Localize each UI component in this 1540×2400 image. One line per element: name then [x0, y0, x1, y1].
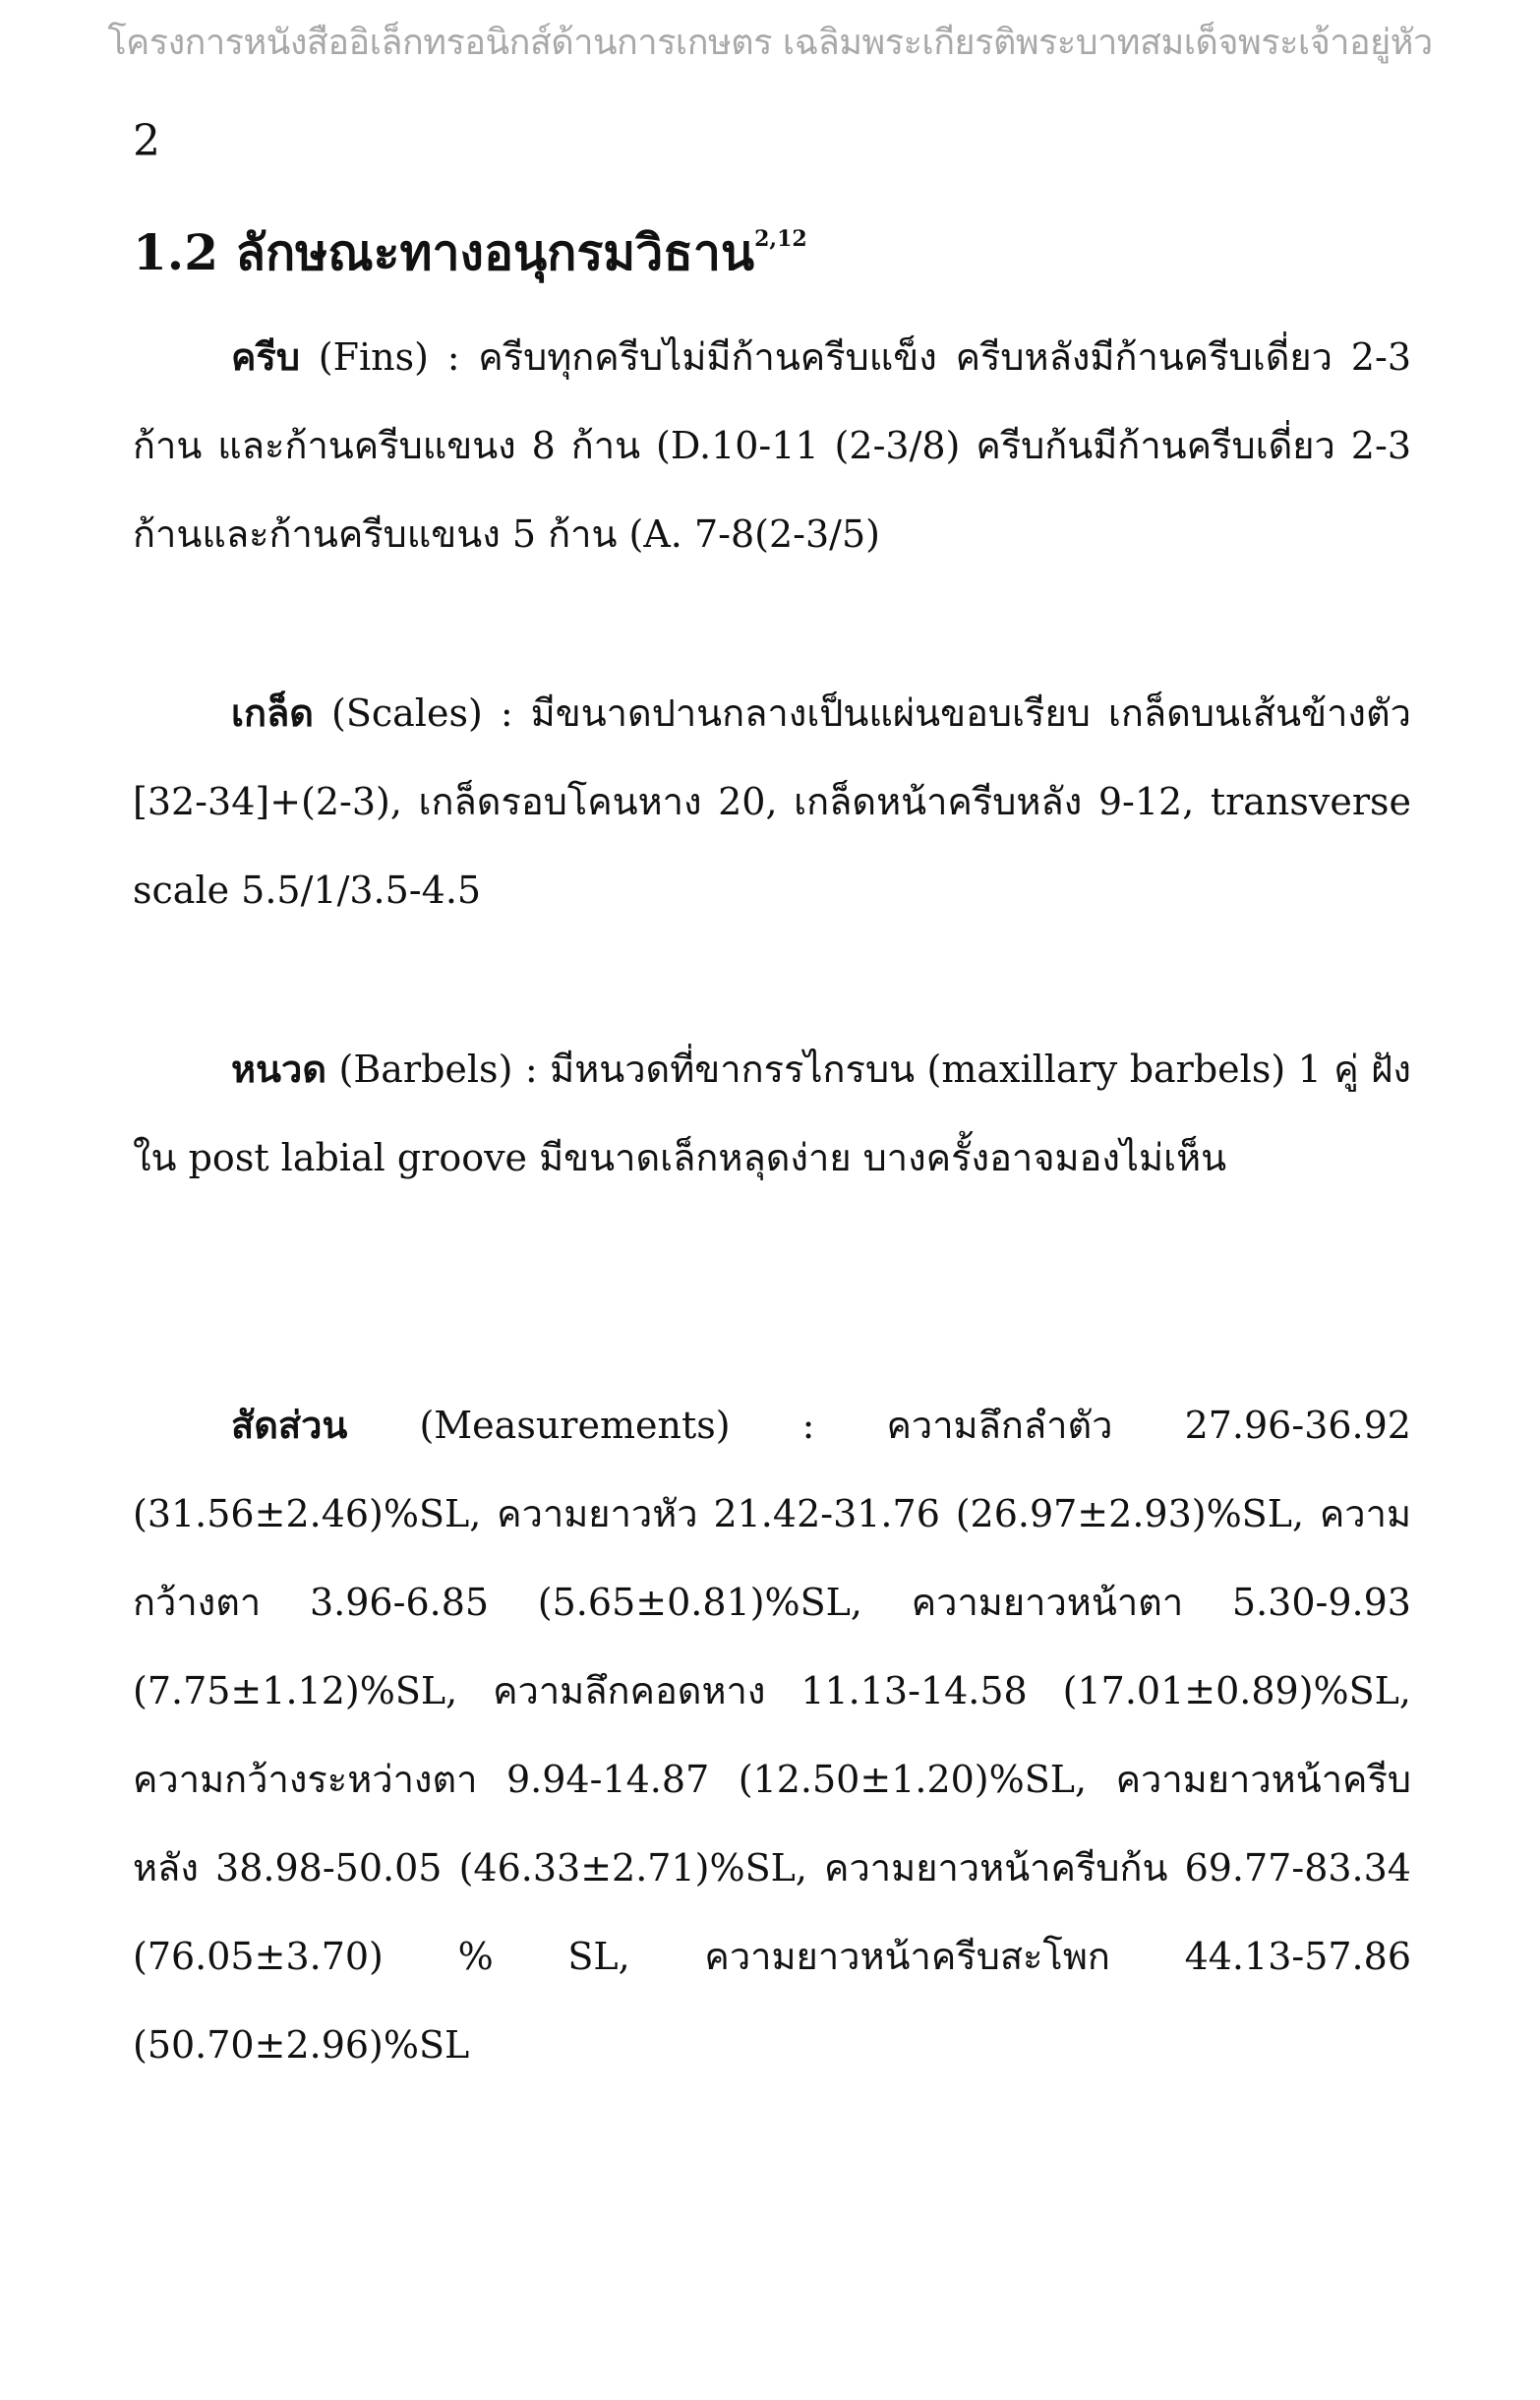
fins-text: (Fins) : ครีบทุกครีบไม่มีก้านครีบแข็ง ครีบหลังมีก้านครีบเดี่ยว 2-3 ก้าน และก้านครีบแขนง 8 ก้าน (D.10-11 (2-3/8) ครีบก้นมีก้านครีบเดี่ยว 2-3 ก้านและก้านครีบแขนง 5 ก้าน (A. 7-8(2-3/5): [133, 335, 1411, 556]
barbels-text: (Barbels) : มีหนวดที่ขากรรไกรบน (maxillary barbels) 1 คู่ ฝังใน post labial groove มีขนาดเล็กหลุดง่าย บางครั้งอาจมองไม่เห็น: [133, 1048, 1411, 1179]
barbels-label: หนวด: [231, 1047, 327, 1091]
paragraph-fins: [133, 313, 1411, 578]
page-number: 2: [133, 116, 160, 166]
paragraph-scales: [133, 669, 1411, 934]
measurements-text: (Measurements) : ความลึกลำตัว 27.96-36.92 (31.56±2.46)%SL, ความยาวหัว 21.42-31.76 (26.97±2.93)%SL, ความกว้างตา 3.96-6.85 (5.65±0.81)%SL, ความยาวหน้าตา 5.30-9.93 (7.75±1.12)%SL, ความลึกคอดหาง 11.13-14.58 (17.01±0.89)%SL, ความกว้างระหว่างตา 9.94-14.87 (12.50±1.20)%SL, ความยาวหน้าครีบหลัง 38.98-50.05 (46.33±2.71)%SL, ความยาวหน้าครีบก้น 69.77-83.34 (76.05±3.70) % SL, ความยาวหน้าครีบสะโพก 44.13-57.86 (50.70±2.96)%SL: [133, 1404, 1411, 2067]
scales-text: (Scales) : มีขนาดปานกลางเป็นแผ่นขอบเรียบ เกล็ดบนเส้นข้างตัว [32-34]+(2-3), เกล็ดรอบโคนหาง 20, เกล็ดหน้าครีบหลัง 9-12, transverse scale 5.5/1/3.5-4.5: [133, 691, 1411, 912]
section-title-references: 2,12: [754, 226, 807, 253]
measurements-label: สัดส่วน: [231, 1403, 348, 1447]
scales-label: เกล็ด: [231, 690, 314, 735]
section-heading: [133, 214, 807, 292]
ebook-project-banner: โครงการหนังสืออิเล็กทรอนิกส์ด้านการเกษตร เฉลิมพระเกียรติพระบาทสมเด็จพระเจ้าอยู่หัว: [107, 23, 1433, 63]
section-title: 1.2 ลักษณะทางอนุกรมวิธาน: [133, 223, 755, 281]
paragraph-measurements: [133, 1381, 1411, 2089]
fins-label: ครีบ: [231, 334, 300, 379]
paragraph-barbels: [133, 1025, 1411, 1202]
